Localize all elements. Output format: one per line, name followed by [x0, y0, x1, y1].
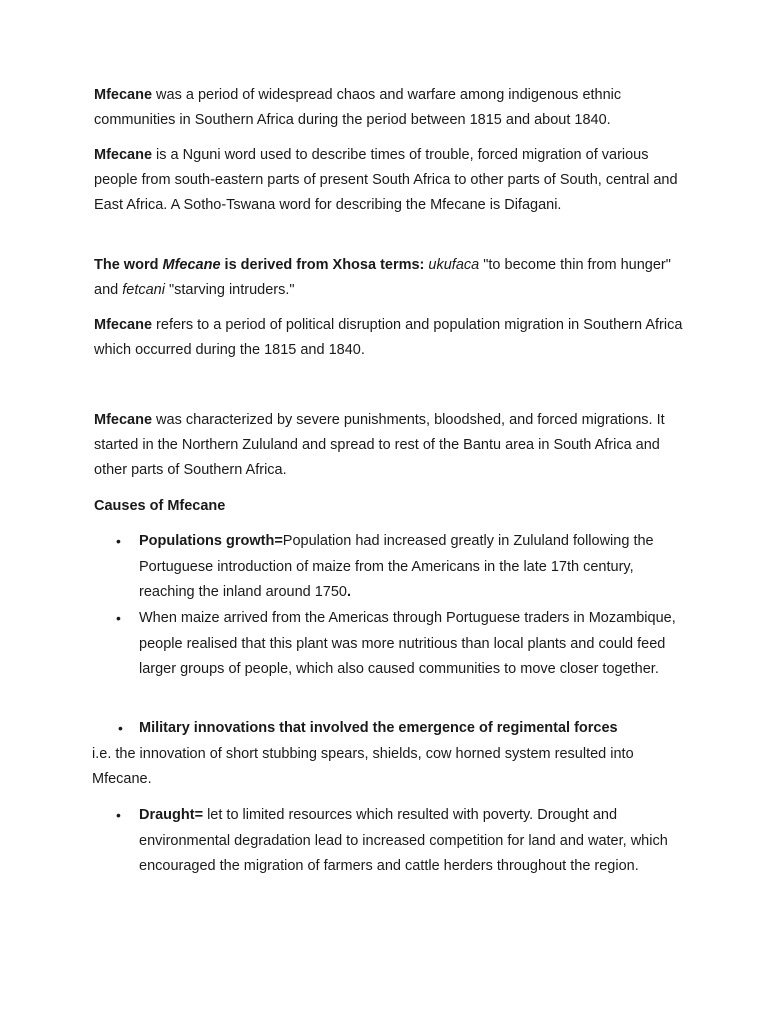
- paragraph-etymology: [94, 253, 694, 303]
- term-mfecane-italic: Mfecane: [162, 257, 221, 273]
- paragraph-text: "to become thin from hunger" and: [94, 257, 671, 298]
- list-item-population-growth: [139, 529, 679, 606]
- paragraph-text: refers to a period of political disruption and population migration in Southern Africa which occurred during the 1815 and 1840.: [94, 317, 683, 358]
- term-ukufaca: ukufaca: [428, 257, 480, 273]
- bullet-text: Population had increased greatly in Zululand following the Portuguese introduction of maize from the Americans in the late 17th century, reaching the inland around 1750: [139, 533, 654, 600]
- paragraph-text: was a period of widespread chaos and warfare among indigenous ethnic communities in Southern Africa during the period between 1815 and about 1840.: [94, 87, 622, 128]
- term-mfecane: Mfecane: [94, 87, 153, 103]
- bullet-icon: •: [116, 533, 121, 549]
- paragraph-political-disruption: [94, 313, 694, 363]
- bullet-text: When maize arrived from the Americas through Portuguese traders in Mozambique, people realised that this plant was more nutritious than local plants and could feed larger groups of people, which also caused communities to move closer together.: [139, 610, 676, 677]
- paragraph-characterized: [94, 408, 694, 483]
- paragraph-definition: [94, 83, 694, 133]
- bullet-icon: •: [116, 610, 121, 626]
- bullet-icon: •: [118, 720, 123, 736]
- etymology-suffix: is derived from Xhosa terms:: [220, 257, 425, 273]
- bullet-label: Military innovations that involved the emergence of regimental forces: [139, 720, 618, 736]
- bullet-label: Draught=: [139, 807, 204, 823]
- etymology-prefix: The word: [94, 257, 163, 273]
- bullet-label: Populations growth=: [139, 533, 283, 549]
- term-mfecane: Mfecane: [94, 412, 153, 428]
- paragraph-text: "starving intruders.": [164, 282, 295, 298]
- paragraph-text: was characterized by severe punishments, bloodshed, and forced migrations. It started in the Northern Zululand and spread to rest of the Bantu area in South Africa and other parts of Southern Africa.: [94, 412, 665, 478]
- bullet-icon: •: [116, 807, 121, 823]
- paragraph-military: i.e. the innovation of short stubbing spears, shields, cow horned system resulted into Mfecane.: [92, 746, 634, 787]
- list-item-military-label: [139, 716, 679, 742]
- list-item-drought: [139, 803, 679, 880]
- term-mfecane: Mfecane: [94, 147, 153, 163]
- bullet-text: let to limited resources which resulted with poverty. Drought and environmental degradation lead to increased competition for land and water, which encouraged the migration of farmers and cattle herders throughout the region.: [139, 807, 668, 874]
- paragraph-nguni-word: [94, 143, 694, 218]
- term-mfecane: Mfecane: [94, 317, 153, 333]
- bullet-end: .: [347, 584, 352, 600]
- paragraph-text: is a Nguni word used to describe times of trouble, forced migration of various people from south-eastern parts of present South Africa to other parts of South, central and East Africa. A Sotho-Tswana word for describing the Mfecane is Difagani.: [94, 147, 678, 213]
- list-item-maize: [139, 606, 679, 683]
- term-fetcani: fetcani: [122, 282, 165, 298]
- heading-causes: Causes of Mfecane: [94, 498, 226, 514]
